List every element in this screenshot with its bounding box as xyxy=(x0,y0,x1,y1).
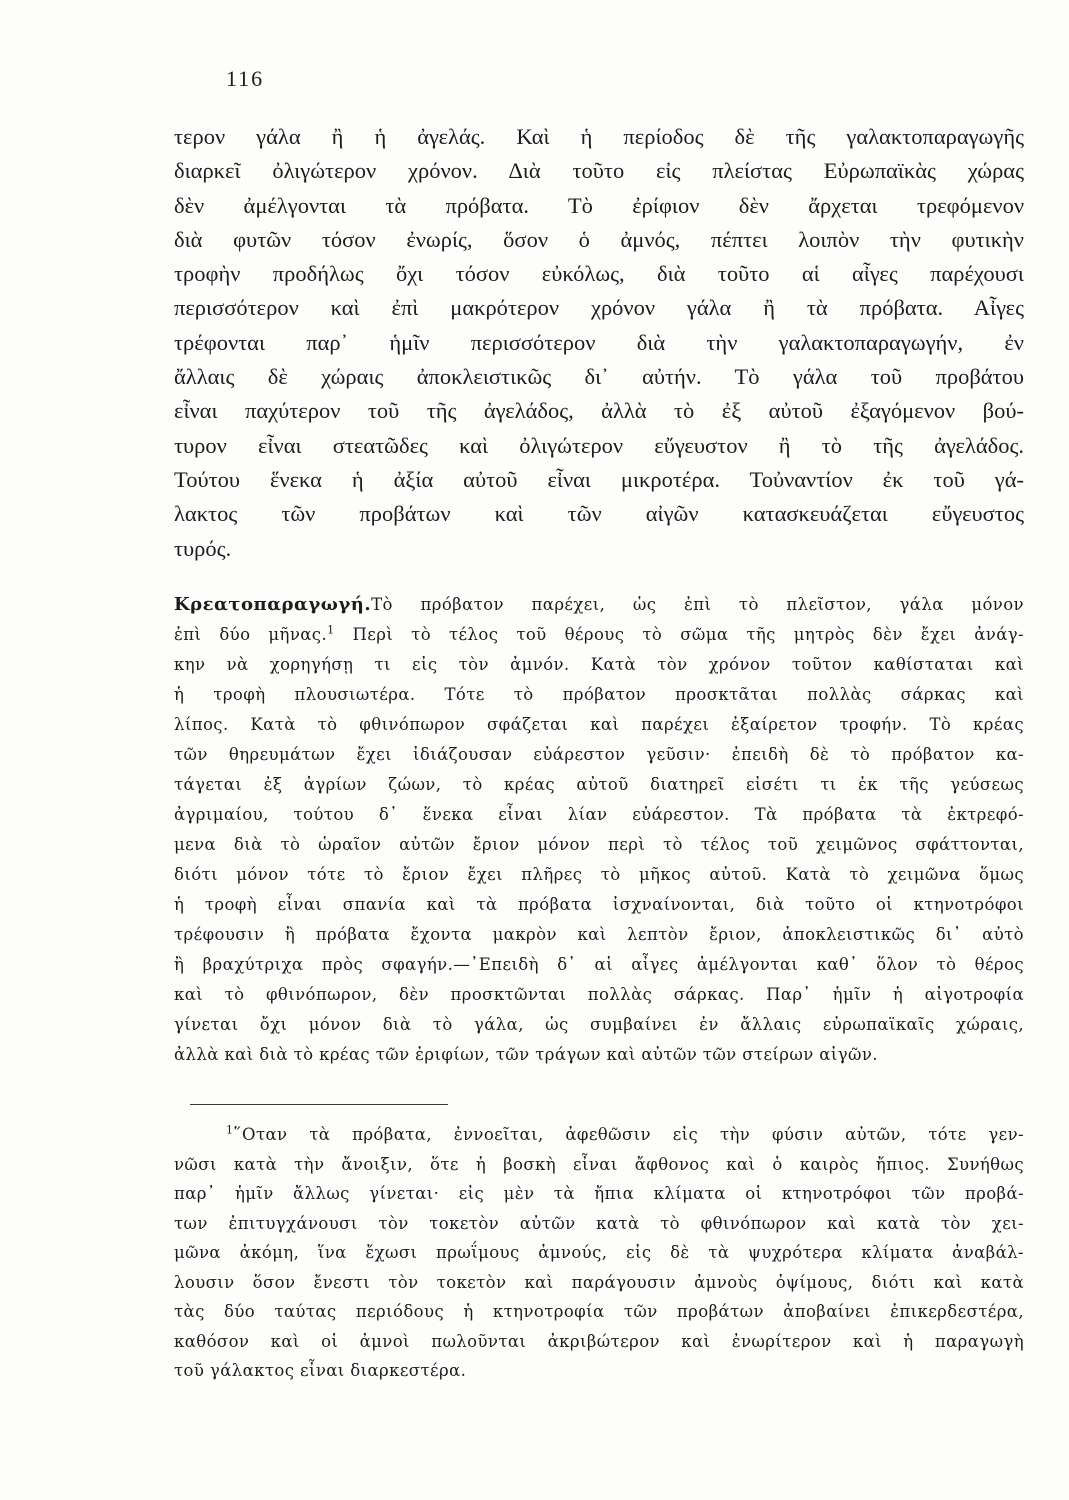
text-line: τρέφουσιν ἢ πρόβατα ἔχοντα μακρὸν καὶ λεπτὸν ἔριον, ἀποκλειστικῶς δι᾽ αὐτὸ xyxy=(174,925,1024,944)
text-line: τρέφονται παρ᾽ ἡμῖν περισσότερον διὰ τὴν γαλακτοπαραγωγήν, ἐν xyxy=(174,329,1024,355)
text-line: ἡ τροφὴ εἶναι σπανία καὶ τὰ πρόβατα ἰσχναίνονται, διὰ τοῦτο οἱ κτηνοτρόφοι xyxy=(174,895,1024,914)
text-line: περισσότερον καὶ ἐπὶ μακρότερον χρόνον γάλα ἢ τὰ πρόβατα. Αἶγες xyxy=(174,295,1024,321)
text-line: Τούτου ἕνεκα ἡ ἀξία αὐτοῦ εἶναι μικροτέρα. Τοὐναντίον ἐκ τοῦ γά- xyxy=(174,466,1024,492)
main-paragraph xyxy=(174,120,1024,566)
footnote-separator xyxy=(190,1104,448,1105)
text-line: ἢ βραχύτριχα πρὸς σφαγήν.—᾽Επειδὴ δ᾽ αἱ αἶγες ἀμέλγονται καθ᾽ ὅλον τὸ θέρος xyxy=(174,955,1024,974)
text-line: διαρκεῖ ὀλιγώτερον χρόνον. Διὰ τοῦτο εἰς πλείστας Εὐρωπαϊκὰς χώρας xyxy=(174,158,1024,184)
footnote-first-line xyxy=(174,1120,1024,1150)
footnote-line: νῶσι κατὰ τὴν ἄνοιξιν, ὅτε ἡ βοσκὴ εἶναι ἄφθονος καὶ ὁ καιρὸς ἤπιος. Συνήθως xyxy=(174,1154,1024,1174)
footnote-line: μῶνα ἀκόμη, ἵνα ἔχωσι πρωΐμους ἀμνούς, εἰς δὲ τὰ ψυχρότερα κλίματα ἀναβάλ- xyxy=(174,1243,1024,1262)
section-text: Περὶ τὸ τέλος τοῦ θέρους τὸ σῶμα τῆς μητρὸς δὲν ἔχει ἀνάγ- xyxy=(334,625,1024,644)
text-line: τερον γάλα ἢ ἡ ἀγελάς. Καὶ ἡ περίοδος δὲ τῆς γαλακτοπαραγωγῆς xyxy=(174,124,1024,149)
text-line: εἶναι παχύτερον τοῦ τῆς ἀγελάδος, ἀλλὰ τὸ ἐξ αὐτοῦ ἐξαγόμενον βού- xyxy=(174,398,1024,424)
footnote-line: των ἐπιτυγχάνουσι τὸν τοκετὸν αὐτῶν κατὰ τὸ φθινόπωρον καὶ κατὰ τὸν χει- xyxy=(174,1213,1024,1233)
page-number: 116 xyxy=(226,66,265,91)
text-line: τάγεται ἐξ ἀγρίων ζώων, τὸ κρέας αὐτοῦ διατηρεῖ εἰσέτι τι ἐκ τῆς γεύσεως xyxy=(174,775,1024,794)
text-line: λίπος. Κατὰ τὸ φθινόπωρον σφάζεται καὶ παρέχει ἐξαίρετον τροφήν. Τὸ κρέας xyxy=(174,715,1024,734)
footnote-line: τὰς δύο ταύτας περιόδους ἡ κτηνοτροφία τῶν προβάτων ἀποβαίνει ἐπικερδεστέρα, xyxy=(174,1302,1024,1321)
footnote-marker: 1 xyxy=(226,1123,234,1137)
section-second-line xyxy=(174,620,1024,650)
footnote-reference: 1 xyxy=(327,623,335,637)
footnote-line: λουσιν ὅσον ἔνεστι τὸν τοκετὸν καὶ παράγουσιν ἀμνοὺς ὀψίμους, διότι καὶ κατὰ xyxy=(174,1272,1024,1292)
footnote-line: παρ᾽ ἡμῖν ἄλλως γίνεται· εἰς μὲν τὰ ἤπια κλίματα οἱ κτηνοτρόφοι τῶν προβά- xyxy=(174,1184,1024,1203)
text-line: ἄλλαις δὲ χώραις ἀποκλειστικῶς δι᾽ αὐτήν. Τὸ γάλα τοῦ προβάτου xyxy=(174,364,1024,390)
text-line: καὶ τὸ φθινόπωρον, δὲν προσκτῶνται πολλὰς σάρκας. Παρ᾽ ἡμῖν ἡ αἰγοτροφία xyxy=(174,985,1024,1004)
text-line: μενα διὰ τὸ ὡραῖον αὐτῶν ἔριον μόνον περὶ τὸ τέλος τοῦ χειμῶνος σφάττονται, xyxy=(174,835,1024,854)
section-heading: Κρεατοπαραγωγή. xyxy=(174,594,372,615)
footnote-text: ῞Οταν τὰ πρόβατα, ἐννοεῖται, ἀφεθῶσιν εἰς τὴν φύσιν αὐτῶν, τότε γεν- xyxy=(233,1125,1024,1144)
footnote-line: καθόσον καὶ οἱ ἀμνοὶ πωλοῦνται ἀκριβώτερον καὶ ἐνωρίτερον καὶ ἡ παραγωγὴ xyxy=(174,1331,1024,1351)
text-line: τυρός. xyxy=(174,535,232,561)
section-first-line xyxy=(174,590,1024,620)
text-line: τυρον εἶναι στεατῶδες καὶ ὀλιγώτερον εὔγευστον ἢ τὸ τῆς ἀγελάδος. xyxy=(174,432,1024,458)
text-line: τροφὴν προδήλως ὄχι τόσον εὐκόλως, διὰ τοῦτο αἱ αἶγες παρέχουσι xyxy=(174,261,1024,287)
text-line: τῶν θηρευμάτων ἔχει ἰδιάζουσαν εὐάρεστον γεῦσιν· ἐπειδὴ δὲ τὸ πρόβατον κα- xyxy=(174,745,1024,764)
text-line: διότι μόνον τότε τὸ ἔριον ἔχει πλῆρες τὸ μῆκος αὐτοῦ. Κατὰ τὸ χειμῶνα ὅμως xyxy=(174,865,1024,884)
text-line: διὰ φυτῶν τόσον ἐνωρίς, ὅσον ὁ ἀμνός, πέπτει λοιπὸν τὴν φυτικὴν xyxy=(174,226,1024,252)
text-line: ἀγριμαίου, τούτου δ᾽ ἕνεκα εἶναι λίαν εὐάρεστον. Τὰ πρόβατα τὰ ἐκτρεφό- xyxy=(174,805,1024,824)
text-line: ἡ τροφὴ πλουσιωτέρα. Τότε τὸ πρόβατον προσκτᾶται πολλὰς σάρκας καὶ xyxy=(174,685,1024,704)
meat-production-section xyxy=(174,590,1024,1070)
section-text: ἐπὶ δύο μῆνας. xyxy=(174,625,328,644)
section-text: Τὸ πρόβατον παρέχει, ὡς ἐπὶ τὸ πλεῖστον, γάλα μόνον xyxy=(371,595,1024,614)
text-line: λακτος τῶν προβάτων καὶ τῶν αἰγῶν κατασκευάζεται εὔγευστος xyxy=(174,501,1024,527)
text-line: ἀλλὰ καὶ διὰ τὸ κρέας τῶν ἐριφίων, τῶν τράγων καὶ αὐτῶν τῶν στείρων αἰγῶν. xyxy=(174,1045,878,1064)
text-line: κην νὰ χορηγήσῃ τι εἰς τὸν ἀμνόν. Κατὰ τὸν χρόνον τοῦτον καθίσταται καὶ xyxy=(174,655,1024,674)
text-line: δὲν ἀμέλγονται τὰ πρόβατα. Τὸ ἐρίφιον δὲν ἄρχεται τρεφόμενον xyxy=(174,192,1024,218)
footnote-line: τοῦ γάλακτος εἶναι διαρκεστέρα. xyxy=(174,1361,467,1380)
footnote xyxy=(174,1120,1024,1386)
text-line: γίνεται ὄχι μόνον διὰ τὸ γάλα, ὡς συμβαίνει ἐν ἄλλαις εὐρωπαϊκαῖς χώραις, xyxy=(174,1015,1024,1034)
